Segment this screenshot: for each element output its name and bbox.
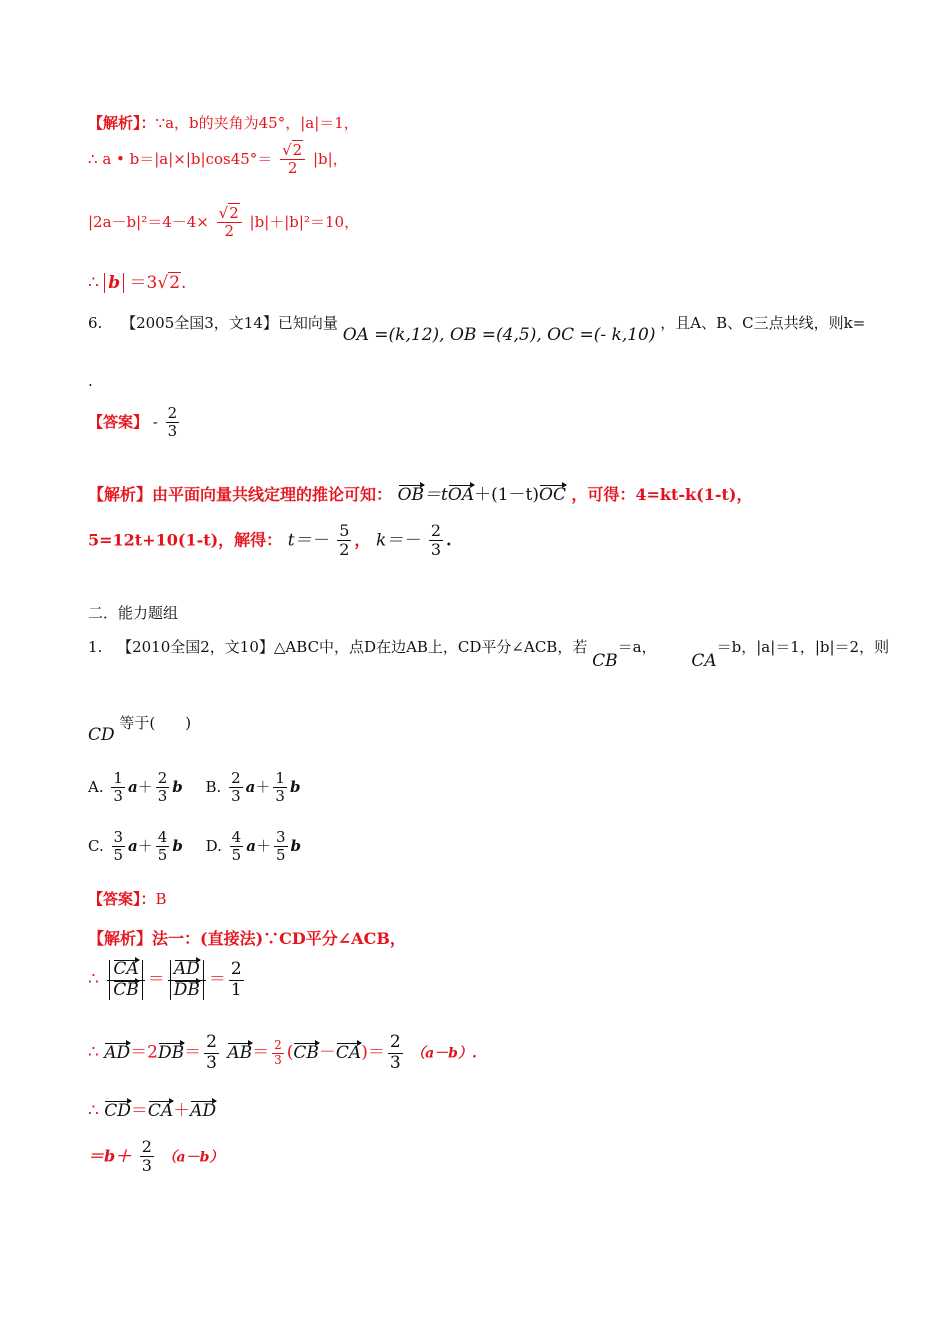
denominator: 2 [287,159,298,178]
denominator: 5 [275,846,286,865]
colon: ： [140,114,156,132]
vector-ad: AD [190,1101,217,1121]
paren-open: ( [286,1042,294,1063]
equals: ＝ [147,969,165,990]
sqrt-arg: 2 [169,273,181,293]
fraction-2-3 [166,405,180,441]
solution-1-final [88,1138,223,1176]
vector-db: DB [173,979,200,1000]
fraction-2-3 [388,1033,403,1073]
period: . [446,530,452,550]
question-number: 1. [88,638,103,656]
paren-close-equals: )＝ [361,1042,385,1063]
vector-cb: CB [293,1042,319,1063]
denominator: 3 [157,787,168,806]
numerator: 2 [389,1032,401,1052]
denominator: 2 [224,222,234,241]
ratio-ca-cb [107,960,145,1000]
equals: ＝ [208,969,226,990]
denominator: 3 [389,1052,401,1073]
numerator: 5 [339,521,350,540]
equals-b-and-conditions: ＝b，|a|＝1，|b|＝2，则 [716,638,890,656]
solution-text: a，b的夹角为45°，|a|＝1， [165,114,359,132]
question-tail: ，且A、B、C三点共线，则k= [660,314,866,332]
denominator: 3 [167,422,178,441]
answer-tag: 【答案】 [88,890,141,908]
answer-6 [88,405,182,441]
plus-one-minus-t: ＋(1－t) [474,485,540,505]
therefore-symbol: ∴ [88,1042,99,1063]
solution-6-line-1 [88,480,752,505]
therefore-symbol: ∴ [88,1101,99,1121]
vector-cb: CB [113,979,139,1000]
answer-tag: 【答案】 [88,412,149,431]
option-b-label: B. [205,777,222,796]
solution-6-line-2 [88,522,452,560]
vector-ca: CA [113,959,139,979]
solution-tag: 【解析】 [88,485,153,504]
t-equals: t＝－ [287,530,329,551]
norm-expr: |2a－b|²＝4－4× [88,212,209,231]
equals: ＝ [252,1042,270,1063]
option-c-label: C. [88,836,104,855]
vector-ad: AD [104,1042,131,1063]
question-source: 【2005全国3，文14】已知向量 [121,314,338,332]
fraction-4-5 [230,829,244,865]
question-1-line-2 [88,712,192,745]
colon: ： [140,890,156,908]
solution-line-1 [88,112,359,133]
solution-1-ratio [88,960,247,1000]
fraction-5-2 [337,522,351,560]
vector-ca: CA [691,651,717,671]
denominator: 3 [275,787,285,806]
fraction-2-3 [156,770,170,806]
fraction-2-3 [140,1138,154,1176]
question-source: 【2010全国2，文10】△ABC中，点D在边AB上，CD平分∠ACB，若 [117,638,588,656]
option-a-label: A. [88,777,104,796]
dot-product-expr: a • b＝|a|×|b|cos45°＝ [102,149,273,168]
ratio-ad-db [168,960,206,1000]
plus: ＋ [137,777,153,796]
k-equals: k＝－ [375,530,421,551]
solution-line-3 [88,205,359,241]
equals-blank: 等于( ) [119,714,192,732]
equals-a: ＝a， [617,638,657,656]
denominator: 1 [230,979,242,1000]
vector-a: a [127,777,138,796]
sqrt-arg: 2 [229,204,239,222]
expr-tail: |b|＋|b|²＝10， [249,212,360,231]
numerator: 3 [113,828,124,846]
fraction-sqrt2-over-2: $\frac{√2}{2}$ [280,142,305,178]
expr-tail: （a－b） [162,1149,224,1166]
numerator: 1 [113,769,123,787]
equals: ＝ [184,1042,202,1063]
numerator: 2 [230,959,242,979]
fraction-3-5 [274,829,288,865]
numerator: 2 [430,521,442,540]
equals-3: ＝3 [129,273,158,293]
option-d-label: D. [205,836,222,855]
numerator: 2 [274,1037,282,1052]
vector-ad: AD [173,959,200,979]
solution-1-cd [88,1096,216,1121]
answer-value: B [155,890,167,908]
solution-text: 由平面向量共线定理的推论可知： [152,485,393,504]
vector-ab: AB [227,1042,253,1063]
section-heading: 二．能力题组 [88,604,179,622]
fraction-2-3 [229,770,243,806]
solution-1-header [88,926,406,949]
denominator: 2 [339,540,350,560]
question-1 [88,636,890,671]
equals-2: ＝2 [130,1042,158,1063]
equals: ＝ [130,1101,148,1121]
because-symbol: ∵ [155,114,166,132]
vector-a: a [245,777,256,796]
vector-ca: CA [335,1042,362,1063]
question-6-dot [88,372,93,390]
denominator: 5 [157,846,168,865]
denominator: 3 [231,787,241,806]
options-cd [88,829,301,865]
vector-b: b [289,777,301,796]
denominator: 5 [113,846,124,865]
fraction-4-5 [156,829,170,865]
vector-cd: CD [104,1101,131,1121]
fraction-2-3 [204,1033,219,1073]
minus: － [318,1042,336,1063]
equals-b-plus: ＝b＋ [88,1146,132,1166]
numerator: 1 [275,769,285,787]
vector-oa: OA [447,485,475,505]
numerator: 2 [157,769,168,787]
expr-tail: （a－b）. [411,1045,477,1062]
therefore-symbol: ∴ [88,149,98,168]
therefore-symbol: ∴ [88,969,99,990]
denominator: 3 [113,787,123,806]
separator: ， [354,530,371,550]
options-ab [88,770,300,806]
fraction-3-5 [112,829,126,865]
period: . [181,273,187,293]
solution-line-2 [88,142,348,178]
numerator: 2 [206,1032,217,1052]
plus: ＋ [255,836,271,855]
abs-b: b [104,273,124,293]
equals-t: ＝t [424,485,448,505]
minus-sign: - [152,412,158,431]
vector-a: a [246,836,256,855]
numerator: 3 [275,828,286,846]
numerator: 2 [141,1137,152,1156]
fraction-2-1 [229,960,244,1000]
solution-line-4: ∴ b ＝3√2. [88,273,187,293]
vector-ca: CA [147,1101,174,1121]
period: . [88,372,93,390]
vector-b: b [172,836,183,855]
fraction-1-3 [111,770,125,806]
fraction-2-3-small [272,1039,284,1068]
vector-cb: CB [592,651,618,671]
question-6 [88,312,866,345]
solution-tag: 【解析】 [88,929,153,948]
vector-cd: CD [88,725,115,745]
vector-ob: OB [397,485,425,505]
vector-definitions: OA =(k,12), OB =(4,5), OC =(- k,10) [342,325,656,345]
therefore-symbol: ∴ [88,273,99,293]
plus: ＋ [137,836,153,855]
section-title [88,602,178,623]
sqrt-arg: 2 [292,141,303,159]
plus: ＋ [173,1101,191,1121]
vector-b: b [290,836,302,855]
numerator: 4 [157,828,168,846]
plus: ＋ [255,777,271,796]
denominator: 3 [274,1052,282,1067]
solution-text: 法一：(直接法)∵CD平分∠ACB， [152,929,406,948]
expr-tail: |b|， [312,149,348,168]
denominator: 5 [231,846,242,865]
numerator: 2 [167,404,178,422]
denominator: 3 [141,1156,152,1176]
denominator: 3 [430,540,442,560]
vector-a: a [128,836,138,855]
answer-1 [88,888,167,909]
solution-text: 5=12t+10(1-t)，解得： [88,530,283,550]
solution-tag: 【解析】 [88,114,141,132]
numerator: 4 [231,828,242,846]
vector-db: DB [157,1042,185,1063]
question-number: 6. [88,314,103,332]
numerator: 2 [231,769,241,787]
vector-oc: OC [539,485,566,505]
fraction-1-3 [273,770,287,806]
vector-b: b [172,777,183,796]
fraction-sqrt2-over-2: $\frac{√2}{2}$ [217,205,242,241]
fraction-2-3 [429,522,443,560]
denominator: 3 [206,1052,217,1073]
solution-tail: ，可得：4=kt-k(1-t)， [571,485,753,504]
solution-1-ad [88,1033,477,1073]
